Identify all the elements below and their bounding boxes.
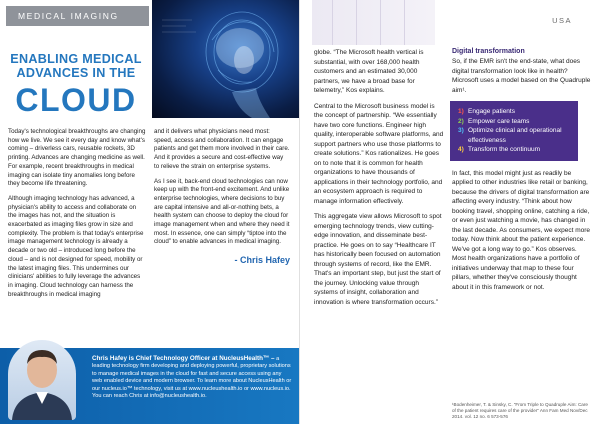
brain-scan-illustration <box>152 0 300 118</box>
item-number: 2) <box>458 117 464 125</box>
right-page <box>300 0 600 424</box>
left-column-2 <box>154 128 290 265</box>
paragraph: Today's technological breakthroughs are changing how we live. We see it every day and know what's coming – driverless cars, reusable rockets, 3D printing. Advances are changing medicine as well. For example, recent breakthroughs in medical imaging can isolate tiny anomalies long before they become life threatening. <box>8 128 146 188</box>
section-heading: Digital transformation <box>452 48 525 55</box>
headline-line-1: ENABLING MEDICAL <box>10 52 142 66</box>
paragraph: This aggregate view allows Microsoft to spot emerging technology trends, view cutting-edge innovation, and disseminate best-practice. He goes on to say “Healthcare IT has historically been focused on automation through systems of record, like the EMR. That's an important step, but just the start of the journey. Unlocking value through systems of insight, collaboration and innovation is where transformation occurs.” <box>314 213 442 306</box>
right-column-2 <box>452 48 592 298</box>
right-column-1 <box>314 48 444 313</box>
article-headline <box>6 52 146 119</box>
author-signature: - Chris Hafey <box>234 255 290 266</box>
headline-big-word: CLOUD <box>15 82 137 119</box>
paragraph: In fact, this model might just as readily be applied to other industries like retail or banking, because the drivers of digital transformation are affecting every industry. “Think about how booking travel, shopping online, catching a ride, or even just watching a movie, has changed in the last decade. As consumers, we expect more today. Now think about the patient experience. We've got a long way to go.” Kos observes. Most health organizations have a portfolio of initiatives underway that map to these four pillars, whether they've consciously thought about it in this framework or not. <box>452 169 591 291</box>
item-label: Optimize clinical and operational effectiveness <box>468 127 562 144</box>
paragraph: Although imaging technology has advanced, a physician's ability to access and collaborate on the images has not, and the situation is exacerbated as imaging files grow in size and complexity. The problem is that today's enterprise image management technology is already a decade or two old – introduced long before the cloud – and is not designed for speed, mobility or the latest imaging files. This undermines our clinicians' abilities to fully leverage the advances in imaging. Cloud technology can harness the breakthroughs in medical imaging <box>8 194 144 298</box>
footnote: ¹Bodenheimer, T. & Sinsky, C. “From Triple to Quadruple Aim: Care of the patient requires care of the provider” Ann Fam Med Nov/Dec 2014. vol. 12 no. 6 573-576 <box>452 402 588 419</box>
item-number: 1) <box>458 108 464 115</box>
hero-brain-scan-image <box>152 0 300 118</box>
bio-details: a leading technology firm developing and deploying powerful, proprietary solutions to manage medical images in the cloud for fast and secure access using any web enabled device and modern browser. To learn more about NucleusHealth or our nucleus.io™ technology, visit us at www.nucleushealth.io or www.nucleus.io. You can reach Chris at info@nucleushealth.io. <box>92 356 292 400</box>
headline-line-2: ADVANCES IN THE <box>16 66 136 81</box>
quadruple-aim-list <box>450 101 578 161</box>
item-label: Empower care teams <box>468 117 530 125</box>
list-item <box>458 107 570 117</box>
left-column-1 <box>8 128 146 305</box>
paragraph: Central to the Microsoft business model is the concept of partnership. “We essentially have two core functions. Engineer high quality, interoperable software platforms, and support partners who use those platforms to create solutions.” Kos rationalizes. He goes on to note that it is common for health organizations to have thousands of applications in their technology portfolio, and an ecosystem approach is required to manage information effectively. <box>314 102 444 205</box>
author-bio <box>92 355 292 400</box>
paragraph: So, if the EMR isn't the end-state, what does digital transformation look like in health? Microsoft uses a model based on the Quadruple aim¹. <box>452 58 591 94</box>
list-item <box>458 117 570 127</box>
list-item <box>458 126 570 145</box>
author-photo <box>8 340 76 420</box>
bio-intro: Chris Hafey is Chief Technology Officer at NucleusHealth™ – <box>92 355 275 362</box>
item-number: 4) <box>458 146 464 153</box>
section-label: MEDICAL IMAGING <box>6 6 149 26</box>
paragraph: globe. “The Microsoft health vertical is substantial, with over 168,000 health customers and an estimated 30,000 partners, we have a broad base for telemetry,” Kos explains. <box>314 49 424 94</box>
item-number: 3) <box>458 127 464 134</box>
header-tint-band <box>312 0 435 45</box>
region-label: USA <box>552 16 572 25</box>
person-icon <box>8 340 76 420</box>
item-label: Engage patients <box>468 108 515 115</box>
list-item <box>458 145 570 155</box>
paragraph: and it delivers what physicians need most: speed, access and collaboration. It can engage patients and get them more involved in their care. And it provides a secure and cost-effective way to relieve the strain on enterprise systems. <box>154 128 290 170</box>
paragraph: As I see it, back-end cloud technologies can now keep up with the front-end excitement. And unlike enterprise technologies, where decisions to buy are capital intensive and all-or-nothing bets, a health system can choose to deploy the cloud for image management when and where they need it most. In essence, one can simply “tiptoe into the cloud” to enable advances in medical imaging. <box>154 177 290 246</box>
item-label: Transform the continuum <box>468 146 541 153</box>
